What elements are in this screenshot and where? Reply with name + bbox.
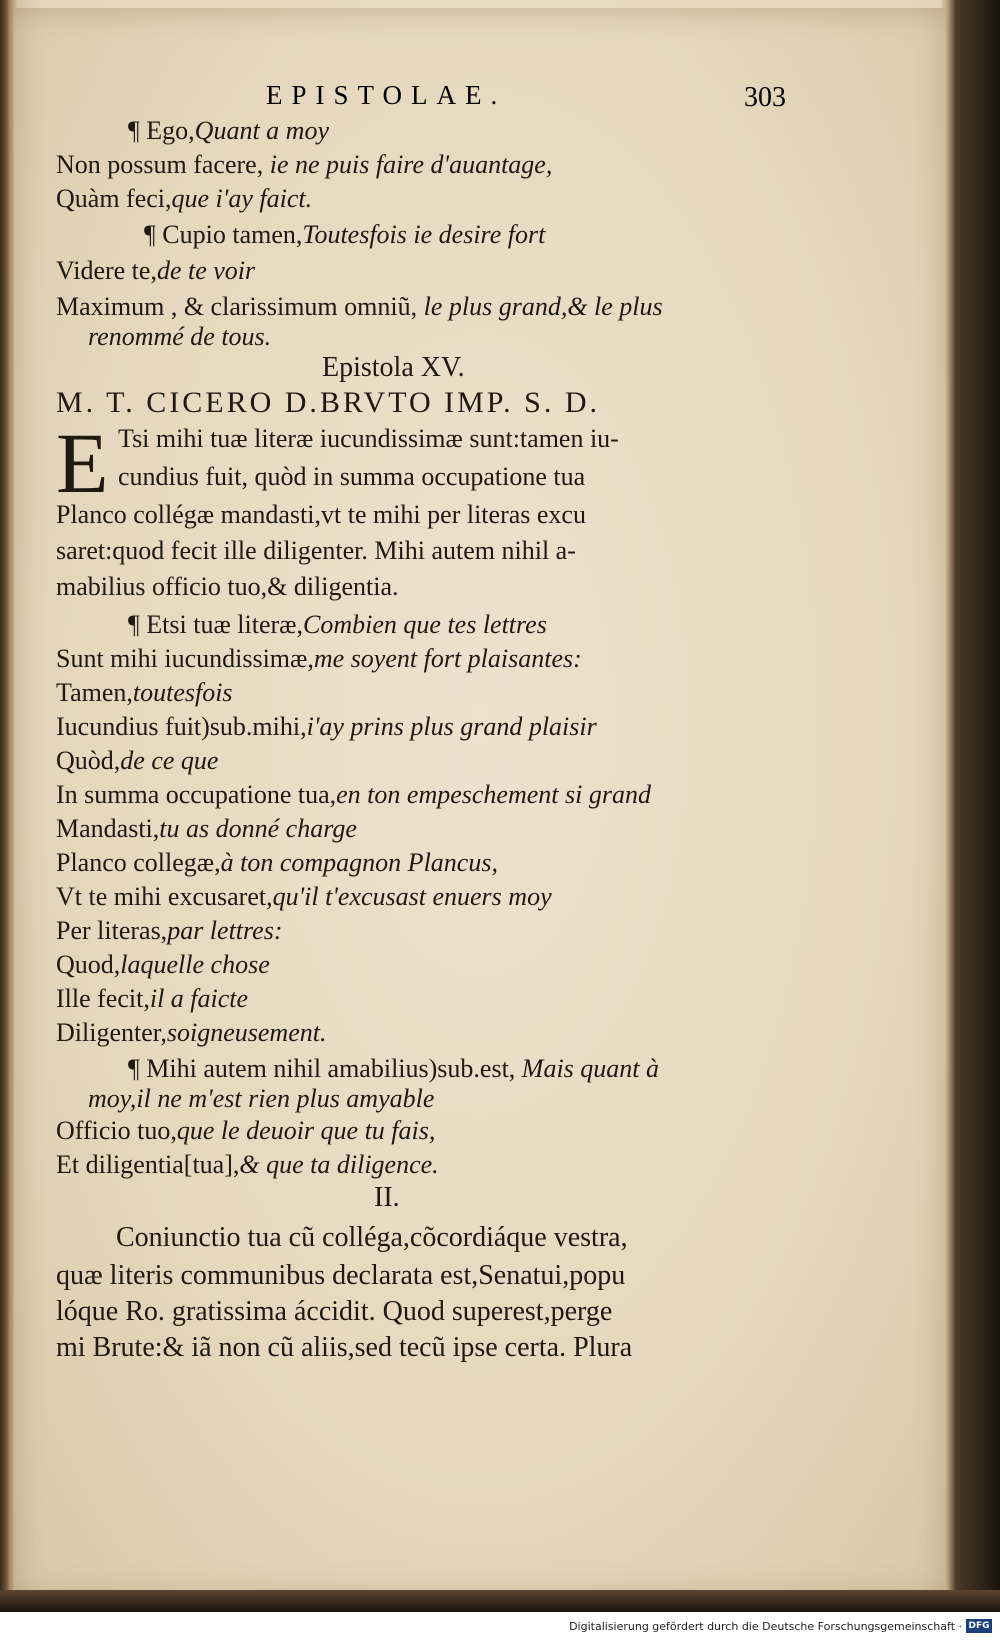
gloss-line: moy,il ne m'est rien plus amyable — [88, 1084, 435, 1113]
gloss-line: Quòd,de ce que — [56, 746, 219, 775]
body-line: saret:quod fecit ille diligenter. Mihi autem nihil a- — [56, 536, 576, 565]
body-line: Tsi mihi tuæ literæ iucundissimæ sunt:tamen iu- — [118, 424, 619, 453]
body-line: mi Brute:& iã non cũ aliis,sed tecũ ipse certa. Plura — [56, 1332, 633, 1363]
gloss-line: Officio tuo,que le deuoir que tu fais, — [56, 1116, 436, 1145]
page-header — [56, 80, 786, 114]
gloss-line: Quod,laquelle chose — [56, 950, 270, 979]
gloss-line: Planco collegæ,à ton compagnon Plancus, — [56, 848, 498, 877]
gloss-line: ¶ Mihi autem nihil amabilius)sub.est, Mais quant à — [128, 1054, 660, 1083]
gloss-line: Videre te,de te voir — [56, 256, 256, 285]
gloss-line: Vt te mihi excusaret,qu'il t'excusast enuers moy — [56, 882, 552, 911]
page-edge — [0, 1590, 1000, 1612]
dfg-logo: DFG — [966, 1619, 992, 1633]
gloss-line: ¶ Etsi tuæ literæ,Combien que tes lettres — [128, 610, 547, 639]
page-number: 303 — [744, 82, 786, 113]
drop-initial: E — [56, 415, 109, 511]
body-line: quæ literis communibus declarata est,Senatui,popu — [56, 1260, 626, 1291]
gloss-line: ¶ Cupio tamen,Toutesfois ie desire fort — [144, 220, 546, 249]
body-line: cundius fuit, quòd in summa occupatione tua — [118, 462, 586, 491]
footer-credit: Digitalisierung gefördert durch die Deutsche Forschungsgemeinschaft · — [569, 1620, 962, 1633]
gloss-line: Sunt mihi iucundissimæ,me soyent fort plaisantes: — [56, 644, 582, 673]
salutation: M. T. CICERO D.BRVTO IMP. S. D. — [56, 386, 601, 419]
gloss-line: Maximum , & clarissimum omniũ, le plus grand,& le plus — [56, 292, 663, 321]
body-line: Planco collégæ mandasti,vt te mihi per literas excu — [56, 500, 586, 529]
gloss-line: Mandasti,tu as donné charge — [56, 814, 357, 843]
running-head: EPISTOLAE. — [266, 80, 507, 110]
gloss-line: In summa occupatione tua,en ton empeschement si grand — [56, 780, 651, 809]
gloss-line: Quàm feci,que i'ay faict. — [56, 184, 313, 213]
body-line: Coniunctio tua cũ colléga,cõcordiáque vestra, — [116, 1222, 628, 1253]
epistle-title: Epistola XV. — [322, 352, 465, 383]
gloss-line: Non possum facere, ie ne puis faire d'auantage, — [56, 150, 553, 179]
section-number: II. — [374, 1182, 400, 1213]
body-line: lóque Ro. gratissima áccidit. Quod superest,perge — [56, 1296, 613, 1327]
gloss-line: renommé de tous. — [88, 322, 272, 351]
gloss-line: Diligenter,soigneusement. — [56, 1018, 327, 1047]
gloss-line: Iucundius fuit)sub.mihi,i'ay prins plus grand plaisir — [56, 712, 597, 741]
gloss-line: Ille fecit,il a faicte — [56, 984, 249, 1013]
gloss-line: Et diligentia[tua],& que ta diligence. — [56, 1150, 439, 1179]
footer — [0, 1612, 1000, 1642]
body-line: mabilius officio tuo,& diligentia. — [56, 572, 399, 601]
gloss-line: ¶ Ego,Quant a moy — [128, 116, 329, 145]
gloss-line: Tamen,toutesfois — [56, 678, 233, 707]
gloss-line: Per literas,par lettres: — [56, 916, 283, 945]
